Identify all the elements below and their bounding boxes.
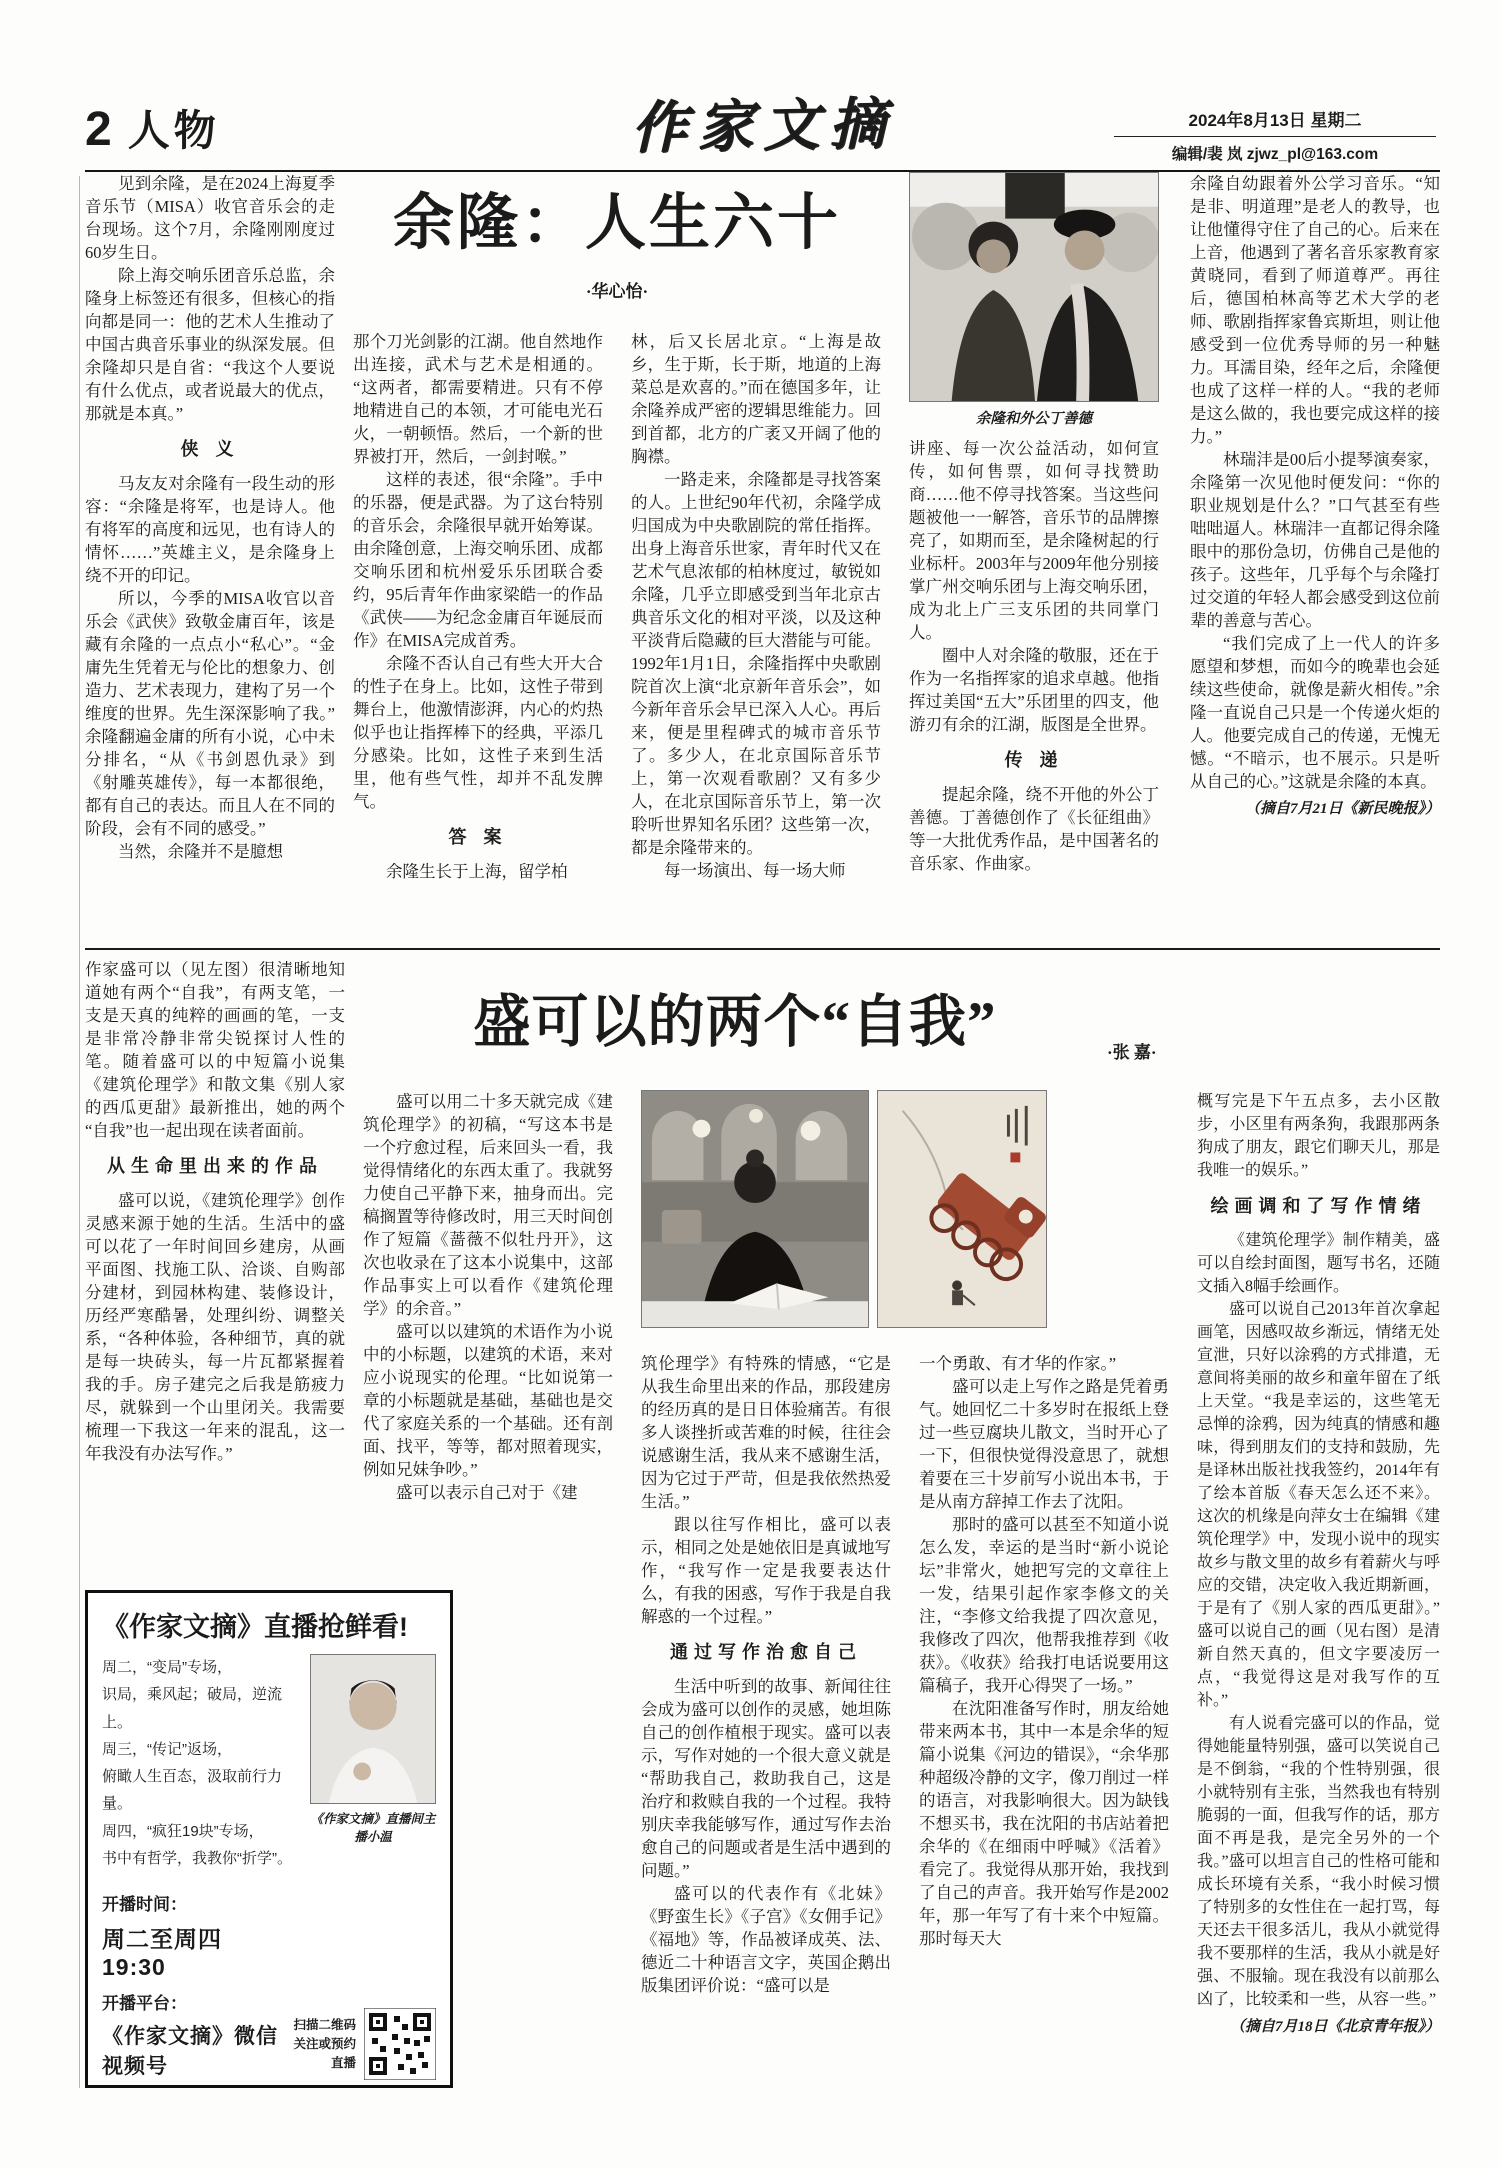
- article1-title-block: [353, 174, 881, 330]
- paragraph: 概写完是下午五点多，去小区散步，小区里有两条狗，我跟那两条狗成了朋友，跟它们聊天儿，那是我唯一的娱乐。”: [1197, 1093, 1440, 1179]
- editor-line: 编辑/裴 岚 zjwz_pl@163.com: [1171, 146, 1379, 163]
- paragraph: 有人说看完盛可以的作品，觉得她能量特别强，盛可以笑说自己是不倒翁，“我的个性特别强，很小就特别有主张，当然我也有特别脆弱的一面，但我写作的话，那方面不再是我，是完全另外的一个我。”盛可以坦言自己的性格可能和成长环境有关系，“我小时候习惯了特别多的女性住在一起打骂，每天还去干很多活儿，我从小就觉得我不要那样的生活，我从小就是好强、不服输。现在我没有以前那么凶了，比较柔和一些，从容一些。”: [1197, 1715, 1440, 2008]
- paragraph: 盛可以以建筑的术语作为小说中的小标题，以建筑的术语，来对应小说现实的伦理。“比如说第一章的小标题就是基础，基础也是交代了家庭关系的一个基础。还有剖面、找平，等等，都对照着现实，例如兄妹争吵。”: [363, 1322, 613, 1479]
- masthead-logo: 作家文摘: [630, 93, 896, 161]
- promo-host-block: [310, 1654, 436, 1872]
- subheading: 传 递: [1004, 750, 1064, 770]
- two-men-figure: [909, 172, 1159, 431]
- source-attribution: （摘自7月18日《北京青年报》）: [1229, 2019, 1440, 2035]
- article-yulong: [85, 172, 1440, 948]
- article2-column-3: [641, 1352, 891, 2042]
- article1-title: 余隆：人生六十: [392, 190, 841, 257]
- promo-line: 周四，“疯狂19块”专场，: [102, 1822, 264, 1840]
- paragraph: 除上海交响乐团音乐总监，余隆身上标签还有很多，但核心的指向都是同一：他的艺术人生推动了中国古典音乐事业的纵深发展。但余隆却只是自省：“我这个人要说有什么优点，或者说最大的优点，那就是本真。”: [85, 266, 335, 423]
- article1-column-1: [85, 172, 335, 948]
- article2-column-5: [1197, 1090, 1440, 2075]
- promo-line: 俯瞰人生百态，汲取前行力量。: [102, 1768, 283, 1813]
- page-number: 2: [85, 103, 112, 156]
- page-number-block: [85, 98, 220, 158]
- article1-column-4: [909, 172, 1159, 948]
- subheading: 侠 义: [180, 439, 240, 459]
- issue-date: 2024年8月13日 星期二: [1188, 111, 1362, 130]
- yulong-grandfather-photo-illustration: [910, 173, 1158, 401]
- promo-program-lines: [102, 1654, 302, 1872]
- paragraph: 作家盛可以（见左图）很清晰地知道她有两个“自我”，有两支笔，一支是天真的纯粹的画画的笔，一支是非常冷静非常尖锐探讨人性的笔。随着盛可以的中短篇小说集《建筑伦理学》和散文集《别人家的西瓜更甜》最新推出，她的两个“自我”也一起出现在读者面前。: [85, 960, 345, 1140]
- paragraph: 林，后又长居北京。“上海是故乡，生于斯，长于斯，地道的上海菜总是欢喜的。”而在德国多年，让余隆养成严密的逻辑思维能力。回到首都，北方的广袤又开阔了他的胸襟。: [631, 332, 881, 466]
- paragraph: 每一场演出、每一场大师: [664, 861, 846, 880]
- article2-column-1: [85, 958, 345, 1578]
- article1-byline: ·华心怡·: [585, 282, 649, 301]
- paragraph: 林瑞沣是00后小提琴演奏家，余隆第一次见他时便发问：“你的职业规划是什么？”口气甚至有些咄咄逼人。林瑞沣一直都记得余隆眼中的那份急切，仿佛自己是他的孩子。这些年，几乎每个与余隆打过交道的年轻人都会感受到这位前辈的善意与苦心。: [1190, 450, 1440, 630]
- subheading: 从生命里出来的作品: [107, 1156, 323, 1176]
- subheading: 通过写作治愈自己: [670, 1642, 862, 1662]
- section-title: 人物: [127, 107, 220, 154]
- qr-code-icon: [364, 2008, 436, 2080]
- paragraph: 余隆自幼跟着外公学习音乐。“知是非、明道理”是老人的教导，也让他懂得守住了自己的心。后来在上音，他遇到了著名音乐家教育家黄晓同，看到了师道尊严。再往后，德国柏林高等艺术大学的老师、歌剧指挥家鲁宾斯坦，则让他感受到一位优秀导师的另一种魅力。耳濡目染，经年之后，余隆便也成了这样一样的人。“我的老师是这么做的，我也要完成这样的接力。”: [1190, 174, 1440, 446]
- promo-line: 周二，“变局”专场，: [102, 1659, 232, 1676]
- promo-line: 周三，“传记”返场，: [102, 1740, 232, 1758]
- article2-column-2: [363, 1090, 613, 1582]
- painting-figure: [877, 1090, 1047, 1328]
- promo-schedule: [102, 1882, 286, 2080]
- paragraph: 在沈阳准备写作时，朋友给她带来两本书，其中一本是余华的短篇小说集《河边的错误》，“余华那种超级冷静的文字，像刀削过一样的语言，对我影响很大。因为缺钱不想买书，我在沈阳的书店站着把余华的《在细雨中呼喊》《活着》看完了。我觉得从那开始，我找到了自己的声音。我开始写作是2002年，那一年写了有十来个中短篇。那时每天大: [919, 1699, 1169, 1948]
- article1-column-2: [353, 330, 603, 946]
- paragraph: 《建筑伦理学》制作精美，盛可以自绘封面图，题写书名，还随文插入8幅手绘画作。: [1197, 1232, 1440, 1295]
- page-left-border: [79, 176, 80, 2088]
- page-header: [85, 72, 1440, 164]
- schedule-value: 周二至周四 19:30: [102, 1926, 222, 1981]
- paragraph: 一个勇敢、有才华的作家。”: [919, 1354, 1117, 1373]
- paragraph: 那时的盛可以甚至不知道小说怎么发，幸运的是当时“新小说论坛”非常火，她把写完的文章往上一发，结果引起作家李修文的关注，“李修文给我提了四次意见，我修改了四次，他帮我推荐到《收获》。《收获》给我打电话说要用这篇稿子，我开心得哭了一场。”: [919, 1515, 1169, 1695]
- paragraph: 马友友对余隆有一段生动的形容：“余隆是将军，也是诗人。他有将军的高度和远见，也有诗人的情怀……”英雄主义，是余隆身上绕不开的印记。: [85, 474, 335, 585]
- subheading: 绘画调和了写作情绪: [1210, 1196, 1427, 1216]
- article1-column-3: [631, 330, 881, 946]
- shengkeyi-painting-image: [877, 1090, 1047, 1328]
- platform-value: 《作家文摘》微信视频号: [102, 2025, 278, 2079]
- paragraph: 当然，余隆并不是臆想: [118, 842, 283, 861]
- paragraph: 生活中听到的故事、新闻往往会成为盛可以创作的灵感，她坦陈自己的创作植根于现实。盛可以表示，写作对她的一个很大意义就是“帮助我自己，救助我自己，这是治疗和救赎自我的一个过程。我特别庆幸我能够写作，通过写作去治愈自己的问题或者是生活中遇到的问题。”: [641, 1677, 891, 1880]
- paragraph: 筑伦理学》有特殊的情感，“它是从我生命里出来的作品，那段建房的经历真的是日日体验痛苦。有很多人谈挫折或苦难的时候，往往会说感谢生活，我从来不感谢生活，因为它过于严苛，但是我依然热爱生活。”: [641, 1354, 891, 1511]
- article2-byline: ·张 嘉·: [1107, 1043, 1157, 1062]
- paragraph: 提起余隆，绕不开他的外公丁善德。丁善德创作了《长征组曲》等一大批优秀作品，是中国著名的音乐家、作曲家。: [909, 785, 1159, 873]
- woman-library-illustration: [642, 1091, 868, 1327]
- paragraph: 这样的表述，很“余隆”。手中的乐器，便是武器。为了这台特别的音乐会，余隆很早就开始筹谋。由余隆创意，上海交响乐团、成都交响乐团和杭州爱乐乐团联合委约，95后青年作曲家梁皓一的作品《武侠——为纪念金庸百年诞辰而作》在MISA完成首秀。: [353, 470, 603, 650]
- paragraph: 余隆不否认自己有些大开大合的性子在身上。比如，这性子带到舞台上，他激情澎湃，内心的灼热似乎也让指挥棒下的经典，平添几分感染。比如，这性子来到生活里，他有些气性，却并不乱发脾气。: [353, 654, 603, 811]
- two-men-photo: [909, 172, 1159, 402]
- live-stream-promo-box: [85, 1590, 453, 2088]
- red-cart-painting: [878, 1091, 1046, 1327]
- paragraph: 跟以往写作相比，盛可以表示，相同之处是她依旧是真诚地写作，“我写作一定是我要表达什么，有我的困惑，写作于我是自我解惑的一个过程。”: [641, 1515, 891, 1626]
- paragraph: 那个刀光剑影的江湖。他自然地作出连接，武术与艺术是相通的。“这两者，都需要精进。只有不停地精进自己的本领，才可能电光石火，一朝顿悟。然后，一个新的世界被打开，然后，一剑封喉。”: [353, 332, 603, 466]
- paragraph: 见到余隆，是在2024上海夏季音乐节（MISA）收官音乐会的走台现场。这个7月，余隆刚刚度过60岁生日。: [85, 174, 335, 262]
- schedule-label: 开播时间：: [102, 1895, 187, 1915]
- subheading: 答 案: [448, 827, 508, 847]
- platform-label: 开播平台：: [102, 1994, 187, 2014]
- header-right-block: [1110, 106, 1440, 164]
- paragraph: 盛可以说自己2013年首次拿起画笔，因感叹故乡渐远，情绪无处宣泄，只好以涂鸦的方式排遣，无意间将美丽的故乡和童年留在了纸上天堂。“我是幸运的，这些笔无忌惮的涂鸦，因为纯真的情感和趣味，得到朋友们的支持和鼓励，先是译林出版社找我签约，2014年有了绘本首版《春天怎么还不来》。这次的机缘是向萍女士在编辑《建筑伦理学》中，发现小说中的现实故乡与散文里的故乡有着薪火与呼应的交错，决定收入我近期新画，于是有了《别人家的西瓜更甜》。”盛可以说自己的画（见右图）是清新自然天真的，但文字要凌厉一点，“我觉得这是对我写作的互补。”: [1197, 1301, 1440, 1709]
- photo-caption: 余隆和外公丁善德: [976, 411, 1092, 427]
- qr-note: 扫描二维码 关注或预约直播: [293, 2018, 356, 2070]
- paragraph: 所以，今季的MISA收官以音乐会《武侠》致敬金庸百年，该是藏有余隆的一点点小“私心”。“金庸先生凭着无与伦比的想象力、创造力、艺术表现力，建构了另一个维度的世界。先生深深影响了我。”余隆翻遍金庸的所有小说，心中未分排名，“从《书剑恩仇录》到《射雕英雄传》，每一本都很绝，都有自己的表达。而且人在不同的阶段，会有不同的感受。”: [85, 589, 335, 838]
- shengkeyi-photo-figure: [641, 1090, 869, 1328]
- host-portrait: [311, 1655, 435, 1803]
- paragraph: “我们完成了上一代人的许多愿望和梦想，而如今的晚辈也会延续这些使命，就像是薪火相传。”余隆一直说自己只是一个传递火炬的人。他要完成自己的传递，无愧无憾。“不暗示，也不展示。只是听从自己的心。”这就是余隆的本真。: [1190, 634, 1440, 791]
- paragraph: 讲座、每一次公益活动，如何宣传，如何售票，如何寻找赞助商……他不停寻找答案。当这些问题被他一一解答，音乐节的品牌擦亮了，如期而至，是余隆树起的行业标杆。2003年与2009年他分别接掌广州交响乐团与上海交响乐团，成为北上广三支乐团的共同掌门人。: [909, 439, 1159, 642]
- article1-column-5: [1190, 172, 1440, 948]
- promo-line: 书中有哲学，我教你“折学”。: [102, 1850, 292, 1868]
- paragraph: 盛可以的代表作有《北妹》《野蛮生长》《子宫》《女佣手记》《福地》等，作品被译成英、法、德近二十种语言文字，英国企鹅出版集团评价说：“盛可以是: [641, 1884, 891, 1995]
- paragraph: 一路走来，余隆都是寻找答案的人。上世纪90年代初，余隆学成归国成为中央歌剧院的常任指挥。出身上海音乐世家，青年时代又在艺术气息浓郁的柏林度过，敏锐如余隆，几乎立即感受到当年北京古典音乐文化的相对平淡，以及这种平淡背后隐藏的巨大潜能与可能。1992年1月1日，余隆指挥中央歌剧院首次上演“北京新年音乐会”，如今新年音乐会早已深入人心。再后来，便是里程碑式的城市音乐节了。多少人，在北京国际音乐节上，第一次观看歌剧？又有多少人，在北京国际音乐节上，第一次聆听世界知名乐团？这些第一次，都是余隆带来的。: [631, 470, 881, 857]
- qr-code: [364, 2008, 436, 2080]
- article2-title-block: [385, 976, 1085, 1058]
- shengkeyi-library-photo: [641, 1090, 869, 1328]
- paragraph: 余隆生长于上海，留学柏: [386, 862, 568, 881]
- promo-title: 《作家文摘》直播抢鲜看!: [102, 1612, 408, 1642]
- paragraph: 盛可以用二十多天就完成《建筑伦理学》的初稿，“写这本书是一个疗愈过程，后来回头一看，我觉得情绪化的东西太重了。我就努力使自己平静下来，抽身而出。完稿搁置等待修改时，用三天时间创作了短篇《蔷薇不似牡丹开》，这次也收录在了这本小说集中，这部作品事实上可以看作《建筑伦理学》的余音。”: [363, 1092, 613, 1318]
- article2-column-4: [919, 1352, 1169, 2044]
- host-caption: 《作家文摘》直播间主播小温: [310, 1812, 436, 1845]
- promo-line: 识局，乘风起；破局，逆流上。: [102, 1686, 283, 1731]
- host-photo: [310, 1654, 436, 1804]
- paragraph: 盛可以说，《建筑伦理学》创作灵感来源于她的生活。生活中的盛可以花了一年时间回乡建房，从画平面图、找施工队、洽谈、自购部分建材，到园林构建、装修设计，历经严寒酷暑，处理纠纷、调整关系，“各种体验，各种细节，真的就是每一块砖头，每一片瓦都紧握着我的手。房子建完之后我是筋疲力尽，就躲到一个山里闭关。我需要梳理一下我这一年来的混乱，这一年我没有办法写作。”: [85, 1191, 345, 1463]
- paragraph: 盛可以表示自己对于《建: [396, 1483, 578, 1502]
- article2-title: 盛可以的两个“自我”: [473, 991, 997, 1054]
- article-shengkeyi: [85, 950, 1440, 2090]
- paragraph: 盛可以走上写作之路是凭着勇气。她回忆二十多岁时在报纸上登过一些豆腐块儿散文，当时开心了一下，但很快觉得没意思了，就想着要在三十岁前写小说出本书，于是从南方辞掉工作去了沈阳。: [919, 1377, 1169, 1511]
- source-attribution: （摘自7月21日《新民晚报》）: [1244, 801, 1440, 817]
- paragraph: 圈中人对余隆的敬服，还在于作为一名指挥家的追求卓越。他指挥过美国“五大”乐团里的四支，他游刃有余的江湖，版图是全世界。: [909, 646, 1159, 734]
